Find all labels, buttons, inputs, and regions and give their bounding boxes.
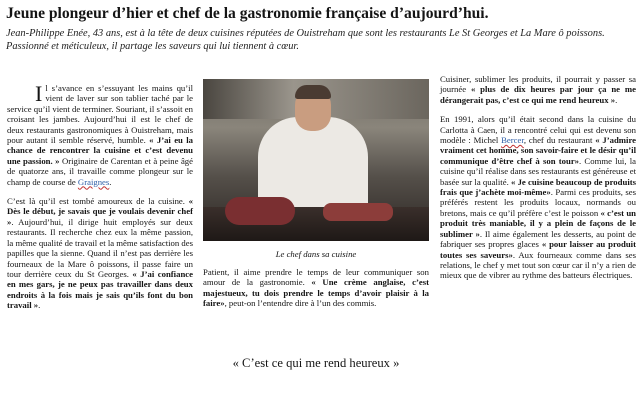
col1-p2-text-a: C’est là qu’il est tombé amoureux de la cuisine. bbox=[7, 196, 189, 207]
article-headline: Jeune plongeur d’hier et chef de la gastronomie française d’aujourd’hui. bbox=[6, 5, 489, 22]
col2-paragraph-1 bbox=[203, 267, 429, 309]
col3-p2-text-i: . Il aime également les desserts, au point de fabriquer ses propres glaces bbox=[440, 228, 636, 250]
pull-quote: « C’est ce qui me rend heureux » bbox=[232, 356, 400, 370]
col3-p2-text-e: . Comme lui, la cuisine qu’il réalise dans ses restaurants est généreuse et basée sur la qualité. bbox=[440, 155, 636, 187]
col2-p1-quote: « Une crème anglaise, c’est majestueux, tu dois prendre le temps d’avoir plaisir à la faire» bbox=[203, 277, 429, 309]
drop-cap: I bbox=[35, 81, 43, 106]
col3-p2-text-c: , chef du restaurant bbox=[523, 135, 596, 146]
col3-person-name: Bercer bbox=[501, 135, 524, 146]
col3-p2-quote-1: « J’admire vraiment cet homme, son savoir-faire et le désir qu’il communique d’être chef à son tour» bbox=[440, 135, 636, 166]
article-lede: Jean-Philippe Enée, 43 ans, est à la tête de deux cuisines réputées de Ouistreham que sont les restaurants Le St Georges et La Mare ô poissons. Passionné et méticuleux, il partage les saveurs qui lui tiennent à cœur. bbox=[6, 28, 605, 52]
col1-paragraph-2 bbox=[7, 196, 193, 310]
col1-p1-text-c: Originaire de Carentan et à peine âgé de quatorze ans, il travaille comme plongeur sur le champ de course de bbox=[7, 155, 193, 187]
col1-place-name: Graignes bbox=[77, 176, 110, 187]
column-3 bbox=[440, 74, 636, 281]
col1-p2-text-e: . bbox=[38, 300, 41, 311]
col2-p1-text-a: Patient, il aime prendre le temps de leur communiquer son amour de la gastronomie. bbox=[203, 267, 429, 288]
col3-p2-quote-3: « c’est un produit très maniable, il y a plein de façons de le sublimer » bbox=[440, 207, 636, 239]
col3-p2-text-k: . Aux fourneaux comme dans ses relations, le chef y met tout son cœur car il n’y a rien de mieux que de vibrer au rythme des batteurs électriques. bbox=[440, 249, 636, 281]
col2-p1-text-c: , peut-on l’entendre dire à l’un des commis. bbox=[224, 298, 377, 309]
col3-paragraph-2 bbox=[440, 114, 636, 281]
col3-p1-text-a: Cuisiner, sublimer les produits, il pourrait y passer sa journée bbox=[440, 74, 636, 95]
col1-p1-text-a: l s’avance en s’essuyant les mains qu’il vient de laver sur son tablier taché par le service qu’il vient de terminer. Souriant, il s’assoit en croisant les jambes. Aujourd’hui il est le chef de deux restaurants gastronomiques à Ouistreham, mais pour autant il semble réservé, humble. bbox=[7, 83, 193, 146]
col1-p1-text-e: . bbox=[109, 176, 112, 187]
col3-p2-quote-4: « pour laisser au produit toutes ses saveurs» bbox=[440, 239, 636, 260]
column-1 bbox=[7, 83, 193, 311]
col1-p2-quote-1: « Dès le début, je savais que je voulais devenir chef » bbox=[7, 196, 193, 227]
col3-p2-text-g: . Parmi ces produits, ses préférés restent les produits locaux, normands ou bretons, mais ce qu’il préfère c’est le poisson bbox=[440, 187, 636, 218]
chef-photo bbox=[203, 79, 429, 241]
col3-p1-text-c: . bbox=[615, 94, 618, 105]
photo-caption: Le chef dans sa cuisine bbox=[275, 249, 357, 259]
col1-p2-text-c: . Aujourd’hui, il dirige huit employés sur deux restaurants. Il recherche chez eux la même passion, la même qualité de travail et la même satisfaction des papilles que la sienne. Quand il n’est pas derrière les fourneaux de la Mare ô poissons, il passe faire un tour derrière ceux du St Georges. bbox=[7, 216, 193, 279]
col1-paragraph-1 bbox=[7, 83, 193, 187]
col3-p2-text-a: En 1991, alors qu’il était second dans la cuisine du Carlotta à Caen, il a rencontré celui qui est devenu son modèle : Michel bbox=[440, 114, 636, 146]
col3-paragraph-1 bbox=[440, 74, 636, 105]
column-2 bbox=[203, 267, 429, 309]
col3-p1-quote: « plus de dix heures par jour ça ne me dérangerait pas, c’est ce qui me rend heureux » bbox=[440, 84, 636, 105]
col1-p2-quote-2: « J’ai confiance en mes gars, je ne peux pas travailler dans deux endroits à la fois mais je sais qu’ils font du bon travail » bbox=[7, 268, 193, 311]
col1-p1-quote: « J’ai eu la chance de rencontrer la cuisine et c’est devenu une passion. » bbox=[7, 135, 193, 166]
col3-p2-quote-2: « Je cuisine beaucoup de produits frais que j’achète moi-même» bbox=[440, 176, 637, 198]
